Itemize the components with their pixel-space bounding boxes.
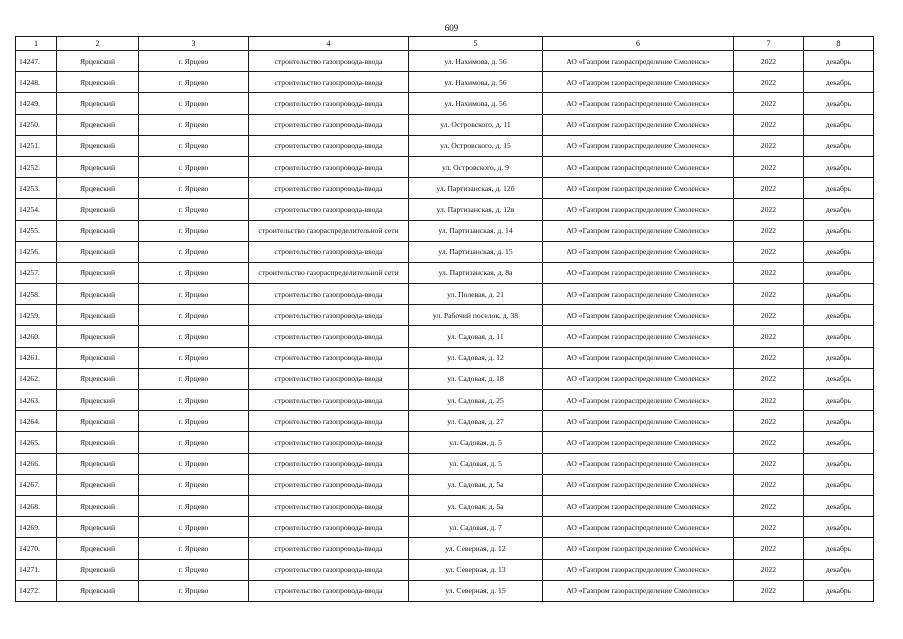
row-number-cell: 14267. xyxy=(16,474,57,495)
work-type-cell: строительство газопровода-ввода xyxy=(249,93,409,114)
settlement-cell: г. Ярцево xyxy=(139,156,249,177)
district-cell: Ярцевский xyxy=(57,199,139,220)
month-cell: декабрь xyxy=(804,199,874,220)
district-cell: Ярцевский xyxy=(57,453,139,474)
work-type-cell: строительство газопровода-ввода xyxy=(249,474,409,495)
settlement-cell: г. Ярцево xyxy=(139,262,249,283)
address-cell: ул. Партизанская, д. 15 xyxy=(409,241,543,262)
district-cell: Ярцевский xyxy=(57,220,139,241)
row-number-cell: 14266. xyxy=(16,453,57,474)
address-cell: ул. Партизанская, д. 14 xyxy=(409,220,543,241)
organization-cell: АО «Газпром газораспределение Смоленск» xyxy=(543,93,734,114)
organization-cell: АО «Газпром газораспределение Смоленск» xyxy=(543,368,734,389)
work-type-cell: строительство газопровода-ввода xyxy=(249,580,409,601)
district-cell: Ярцевский xyxy=(57,262,139,283)
work-type-cell: строительство газораспределительной сети xyxy=(249,262,409,283)
row-number-cell: 14268. xyxy=(16,495,57,516)
table-row xyxy=(16,390,874,411)
settlement-cell: г. Ярцево xyxy=(139,559,249,580)
year-cell: 2022 xyxy=(734,411,804,432)
settlement-cell: г. Ярцево xyxy=(139,347,249,368)
work-type-cell: строительство газопровода-ввода xyxy=(249,326,409,347)
year-cell: 2022 xyxy=(734,517,804,538)
year-cell: 2022 xyxy=(734,51,804,72)
settlement-cell: г. Ярцево xyxy=(139,72,249,93)
year-cell: 2022 xyxy=(734,284,804,305)
month-cell: декабрь xyxy=(804,517,874,538)
organization-cell: АО «Газпром газораспределение Смоленск» xyxy=(543,432,734,453)
settlement-cell: г. Ярцево xyxy=(139,305,249,326)
settlement-cell: г. Ярцево xyxy=(139,284,249,305)
month-cell: декабрь xyxy=(804,114,874,135)
table-row xyxy=(16,199,874,220)
settlement-cell: г. Ярцево xyxy=(139,178,249,199)
row-number-cell: 14256. xyxy=(16,241,57,262)
year-cell: 2022 xyxy=(734,538,804,559)
month-cell: декабрь xyxy=(804,326,874,347)
year-cell: 2022 xyxy=(734,390,804,411)
work-type-cell: строительство газопровода-ввода xyxy=(249,199,409,220)
organization-cell: АО «Газпром газораспределение Смоленск» xyxy=(543,326,734,347)
work-type-cell: строительство газопровода-ввода xyxy=(249,156,409,177)
year-cell: 2022 xyxy=(734,135,804,156)
settlement-cell: г. Ярцево xyxy=(139,135,249,156)
settlement-cell: г. Ярцево xyxy=(139,580,249,601)
month-cell: декабрь xyxy=(804,220,874,241)
month-cell: декабрь xyxy=(804,305,874,326)
year-cell: 2022 xyxy=(734,347,804,368)
row-number-cell: 14254. xyxy=(16,199,57,220)
year-cell: 2022 xyxy=(734,72,804,93)
district-cell: Ярцевский xyxy=(57,517,139,538)
table-row xyxy=(16,220,874,241)
year-cell: 2022 xyxy=(734,559,804,580)
year-cell: 2022 xyxy=(734,262,804,283)
column-header-3: 3 xyxy=(139,37,249,51)
address-cell: ул. Садовая, д. 7 xyxy=(409,517,543,538)
row-number-cell: 14247. xyxy=(16,51,57,72)
table-row xyxy=(16,453,874,474)
organization-cell: АО «Газпром газораспределение Смоленск» xyxy=(543,284,734,305)
row-number-cell: 14250. xyxy=(16,114,57,135)
table-row xyxy=(16,241,874,262)
settlement-cell: г. Ярцево xyxy=(139,368,249,389)
work-type-cell: строительство газопровода-ввода xyxy=(249,114,409,135)
registry-table xyxy=(15,36,874,602)
settlement-cell: г. Ярцево xyxy=(139,220,249,241)
settlement-cell: г. Ярцево xyxy=(139,51,249,72)
year-cell: 2022 xyxy=(734,178,804,199)
row-number-cell: 14252. xyxy=(16,156,57,177)
organization-cell: АО «Газпром газораспределение Смоленск» xyxy=(543,517,734,538)
row-number-cell: 14263. xyxy=(16,390,57,411)
district-cell: Ярцевский xyxy=(57,284,139,305)
month-cell: декабрь xyxy=(804,411,874,432)
row-number-cell: 14271. xyxy=(16,559,57,580)
table-row xyxy=(16,538,874,559)
address-cell: ул. Нахимова, д. 56 xyxy=(409,51,543,72)
settlement-cell: г. Ярцево xyxy=(139,390,249,411)
address-cell: ул. Садовая, д. 12 xyxy=(409,347,543,368)
organization-cell: АО «Газпром газораспределение Смоленск» xyxy=(543,199,734,220)
work-type-cell: строительство газопровода-ввода xyxy=(249,432,409,453)
work-type-cell: строительство газопровода-ввода xyxy=(249,411,409,432)
month-cell: декабрь xyxy=(804,559,874,580)
year-cell: 2022 xyxy=(734,495,804,516)
header-row xyxy=(16,37,874,51)
month-cell: декабрь xyxy=(804,495,874,516)
district-cell: Ярцевский xyxy=(57,72,139,93)
year-cell: 2022 xyxy=(734,199,804,220)
page-number: 609 xyxy=(444,23,459,33)
table-row xyxy=(16,51,874,72)
address-cell: ул. Партизанская, д. 8а xyxy=(409,262,543,283)
address-cell: ул. Садовая, д. 27 xyxy=(409,411,543,432)
table-row xyxy=(16,347,874,368)
address-cell: ул. Полевая, д. 21 xyxy=(409,284,543,305)
work-type-cell: строительство газопровода-ввода xyxy=(249,453,409,474)
month-cell: декабрь xyxy=(804,453,874,474)
month-cell: декабрь xyxy=(804,241,874,262)
column-header-7: 7 xyxy=(734,37,804,51)
row-number-cell: 14269. xyxy=(16,517,57,538)
address-cell: ул. Островского, д. 15 xyxy=(409,135,543,156)
month-cell: декабрь xyxy=(804,262,874,283)
year-cell: 2022 xyxy=(734,432,804,453)
district-cell: Ярцевский xyxy=(57,51,139,72)
year-cell: 2022 xyxy=(734,241,804,262)
settlement-cell: г. Ярцево xyxy=(139,114,249,135)
address-cell: ул. Партизанская, д. 12б xyxy=(409,178,543,199)
district-cell: Ярцевский xyxy=(57,305,139,326)
table-row xyxy=(16,156,874,177)
table-header xyxy=(16,37,874,51)
row-number-cell: 14258. xyxy=(16,284,57,305)
organization-cell: АО «Газпром газораспределение Смоленск» xyxy=(543,390,734,411)
address-cell: ул. Островского, д. 11 xyxy=(409,114,543,135)
work-type-cell: строительство газопровода-ввода xyxy=(249,284,409,305)
district-cell: Ярцевский xyxy=(57,156,139,177)
address-cell: ул. Садовая, д. 18 xyxy=(409,368,543,389)
month-cell: декабрь xyxy=(804,72,874,93)
month-cell: декабрь xyxy=(804,474,874,495)
column-header-2: 2 xyxy=(57,37,139,51)
work-type-cell: строительство газопровода-ввода xyxy=(249,347,409,368)
address-cell: ул. Садовая, д. 5 xyxy=(409,432,543,453)
table-row xyxy=(16,114,874,135)
settlement-cell: г. Ярцево xyxy=(139,495,249,516)
year-cell: 2022 xyxy=(734,220,804,241)
organization-cell: АО «Газпром газораспределение Смоленск» xyxy=(543,262,734,283)
table-row xyxy=(16,93,874,114)
organization-cell: АО «Газпром газораспределение Смоленск» xyxy=(543,411,734,432)
district-cell: Ярцевский xyxy=(57,368,139,389)
table-row xyxy=(16,178,874,199)
row-number-cell: 14270. xyxy=(16,538,57,559)
table-row xyxy=(16,284,874,305)
row-number-cell: 14253. xyxy=(16,178,57,199)
year-cell: 2022 xyxy=(734,156,804,177)
table-row xyxy=(16,495,874,516)
row-number-cell: 14249. xyxy=(16,93,57,114)
column-header-4: 4 xyxy=(249,37,409,51)
month-cell: декабрь xyxy=(804,368,874,389)
district-cell: Ярцевский xyxy=(57,178,139,199)
month-cell: декабрь xyxy=(804,284,874,305)
table-row xyxy=(16,517,874,538)
month-cell: декабрь xyxy=(804,580,874,601)
row-number-cell: 14259. xyxy=(16,305,57,326)
year-cell: 2022 xyxy=(734,326,804,347)
work-type-cell: строительство газопровода-ввода xyxy=(249,517,409,538)
address-cell: ул. Садовая, д. 25 xyxy=(409,390,543,411)
organization-cell: АО «Газпром газораспределение Смоленск» xyxy=(543,135,734,156)
address-cell: ул. Рабочий поселок, д. 38 xyxy=(409,305,543,326)
work-type-cell: строительство газопровода-ввода xyxy=(249,178,409,199)
district-cell: Ярцевский xyxy=(57,241,139,262)
row-number-cell: 14272. xyxy=(16,580,57,601)
organization-cell: АО «Газпром газораспределение Смоленск» xyxy=(543,538,734,559)
address-cell: ул. Нахимова, д. 56 xyxy=(409,93,543,114)
district-cell: Ярцевский xyxy=(57,559,139,580)
year-cell: 2022 xyxy=(734,453,804,474)
month-cell: декабрь xyxy=(804,432,874,453)
year-cell: 2022 xyxy=(734,305,804,326)
organization-cell: АО «Газпром газораспределение Смоленск» xyxy=(543,453,734,474)
district-cell: Ярцевский xyxy=(57,411,139,432)
organization-cell: АО «Газпром газораспределение Смоленск» xyxy=(543,305,734,326)
work-type-cell: строительство газопровода-ввода xyxy=(249,495,409,516)
organization-cell: АО «Газпром газораспределение Смоленск» xyxy=(543,178,734,199)
table-row xyxy=(16,135,874,156)
district-cell: Ярцевский xyxy=(57,580,139,601)
address-cell: ул. Островского, д. 9 xyxy=(409,156,543,177)
organization-cell: АО «Газпром газораспределение Смоленск» xyxy=(543,51,734,72)
year-cell: 2022 xyxy=(734,114,804,135)
column-header-8: 8 xyxy=(804,37,874,51)
row-number-cell: 14248. xyxy=(16,72,57,93)
work-type-cell: строительство газопровода-ввода xyxy=(249,390,409,411)
month-cell: декабрь xyxy=(804,347,874,368)
work-type-cell: строительство газораспределительной сети xyxy=(249,220,409,241)
settlement-cell: г. Ярцево xyxy=(139,241,249,262)
row-number-cell: 14260. xyxy=(16,326,57,347)
organization-cell: АО «Газпром газораспределение Смоленск» xyxy=(543,220,734,241)
work-type-cell: строительство газопровода-ввода xyxy=(249,538,409,559)
organization-cell: АО «Газпром газораспределение Смоленск» xyxy=(543,559,734,580)
settlement-cell: г. Ярцево xyxy=(139,199,249,220)
row-number-cell: 14251. xyxy=(16,135,57,156)
table-row xyxy=(16,326,874,347)
work-type-cell: строительство газопровода-ввода xyxy=(249,241,409,262)
month-cell: декабрь xyxy=(804,538,874,559)
work-type-cell: строительство газопровода-ввода xyxy=(249,305,409,326)
row-number-cell: 14255. xyxy=(16,220,57,241)
month-cell: декабрь xyxy=(804,390,874,411)
district-cell: Ярцевский xyxy=(57,390,139,411)
work-type-cell: строительство газопровода-ввода xyxy=(249,72,409,93)
year-cell: 2022 xyxy=(734,580,804,601)
settlement-cell: г. Ярцево xyxy=(139,411,249,432)
district-cell: Ярцевский xyxy=(57,114,139,135)
organization-cell: АО «Газпром газораспределение Смоленск» xyxy=(543,347,734,368)
organization-cell: АО «Газпром газораспределение Смоленск» xyxy=(543,474,734,495)
address-cell: ул. Садовая, д. 5а xyxy=(409,495,543,516)
address-cell: ул. Северная, д. 13 xyxy=(409,559,543,580)
row-number-cell: 14261. xyxy=(16,347,57,368)
table-row xyxy=(16,305,874,326)
district-cell: Ярцевский xyxy=(57,93,139,114)
table-row xyxy=(16,580,874,601)
table-row xyxy=(16,72,874,93)
work-type-cell: строительство газопровода-ввода xyxy=(249,51,409,72)
work-type-cell: строительство газопровода-ввода xyxy=(249,368,409,389)
row-number-cell: 14264. xyxy=(16,411,57,432)
column-header-6: 6 xyxy=(543,37,734,51)
month-cell: декабрь xyxy=(804,178,874,199)
settlement-cell: г. Ярцево xyxy=(139,474,249,495)
address-cell: ул. Северная, д. 12 xyxy=(409,538,543,559)
table-row xyxy=(16,432,874,453)
month-cell: декабрь xyxy=(804,135,874,156)
organization-cell: АО «Газпром газораспределение Смоленск» xyxy=(543,495,734,516)
table-row xyxy=(16,559,874,580)
district-cell: Ярцевский xyxy=(57,135,139,156)
year-cell: 2022 xyxy=(734,93,804,114)
year-cell: 2022 xyxy=(734,474,804,495)
work-type-cell: строительство газопровода-ввода xyxy=(249,559,409,580)
table-row xyxy=(16,262,874,283)
district-cell: Ярцевский xyxy=(57,347,139,368)
column-header-1: 1 xyxy=(16,37,57,51)
settlement-cell: г. Ярцево xyxy=(139,326,249,347)
district-cell: Ярцевский xyxy=(57,326,139,347)
organization-cell: АО «Газпром газораспределение Смоленск» xyxy=(543,156,734,177)
address-cell: ул. Партизанская, д. 12в xyxy=(409,199,543,220)
address-cell: ул. Северная, д. 15 xyxy=(409,580,543,601)
settlement-cell: г. Ярцево xyxy=(139,453,249,474)
row-number-cell: 14265. xyxy=(16,432,57,453)
organization-cell: АО «Газпром газораспределение Смоленск» xyxy=(543,241,734,262)
table-row xyxy=(16,474,874,495)
address-cell: ул. Садовая, д. 11 xyxy=(409,326,543,347)
settlement-cell: г. Ярцево xyxy=(139,517,249,538)
month-cell: декабрь xyxy=(804,51,874,72)
settlement-cell: г. Ярцево xyxy=(139,432,249,453)
district-cell: Ярцевский xyxy=(57,432,139,453)
settlement-cell: г. Ярцево xyxy=(139,538,249,559)
table-body xyxy=(16,51,874,602)
row-number-cell: 14257. xyxy=(16,262,57,283)
table-row xyxy=(16,411,874,432)
organization-cell: АО «Газпром газораспределение Смоленск» xyxy=(543,580,734,601)
address-cell: ул. Садовая, д. 5 xyxy=(409,453,543,474)
organization-cell: АО «Газпром газораспределение Смоленск» xyxy=(543,114,734,135)
address-cell: ул. Нахимова, д. 56 xyxy=(409,72,543,93)
table-row xyxy=(16,368,874,389)
address-cell: ул. Садовая, д. 5а xyxy=(409,474,543,495)
row-number-cell: 14262. xyxy=(16,368,57,389)
column-header-5: 5 xyxy=(409,37,543,51)
settlement-cell: г. Ярцево xyxy=(139,93,249,114)
district-cell: Ярцевский xyxy=(57,495,139,516)
month-cell: декабрь xyxy=(804,93,874,114)
district-cell: Ярцевский xyxy=(57,474,139,495)
district-cell: Ярцевский xyxy=(57,538,139,559)
organization-cell: АО «Газпром газораспределение Смоленск» xyxy=(543,72,734,93)
month-cell: декабрь xyxy=(804,156,874,177)
work-type-cell: строительство газопровода-ввода xyxy=(249,135,409,156)
year-cell: 2022 xyxy=(734,368,804,389)
